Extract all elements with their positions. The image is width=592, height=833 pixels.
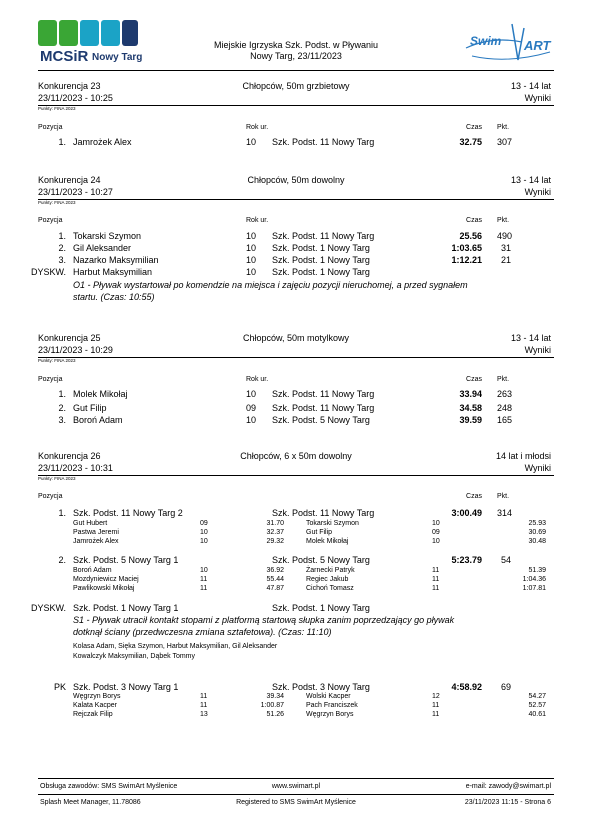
event-name: Konkurencja 25 — [38, 333, 101, 343]
event-results-label: Wyniki — [524, 187, 551, 197]
table-row-disqualified — [0, 267, 592, 278]
leg-year: 11 — [200, 585, 208, 592]
relay-team-row-disqualified — [0, 603, 592, 614]
row-points: 307 — [497, 137, 513, 147]
row-swimmer: Nazarko Maksymilian — [73, 255, 159, 265]
row-points: 314 — [497, 508, 513, 518]
row-position: 1. — [58, 137, 66, 147]
row-position: 3. — [58, 415, 66, 425]
leg-year: 11 — [200, 576, 208, 583]
row-position: 2. — [58, 243, 66, 253]
row-time: 33.94 — [459, 389, 482, 399]
row-year: 10 — [246, 231, 257, 241]
leg-time: 1:07.81 — [522, 585, 546, 592]
table-row — [0, 389, 592, 400]
event-divider — [38, 475, 554, 476]
leg-year: 11 — [432, 585, 440, 592]
event-age: 13 - 14 lat — [510, 333, 551, 343]
leg-year: 09 — [432, 529, 440, 536]
relay-team: Szk. Podst. 3 Nowy Targ 1 — [73, 682, 179, 692]
disqualified-swimmers: Kolasa Adam, Sięka Szymon, Harbut Maksymilian, Gil Aleksander — [73, 643, 278, 650]
row-club: Szk. Podst. 5 Nowy Targ — [272, 415, 370, 425]
row-year: 10 — [246, 243, 257, 253]
leg-year: 11 — [200, 693, 208, 700]
leg-year: 11 — [432, 567, 440, 574]
table-row — [0, 231, 592, 242]
event-divider — [38, 199, 554, 200]
leg-time: 55.44 — [266, 576, 284, 583]
row-position: 3. — [58, 255, 66, 265]
footer-divider-2 — [38, 794, 554, 795]
leg-swimmer: Jamrożek Alex — [73, 538, 119, 545]
leg-time: 40.61 — [528, 711, 546, 718]
event-name: Konkurencja 23 — [38, 81, 101, 91]
row-time: 25.56 — [459, 231, 482, 241]
footer-website[interactable]: www.swimart.pl — [271, 783, 321, 790]
leg-year: 11 — [432, 702, 440, 709]
event-datetime: 23/11/2023 - 10:29 — [38, 345, 113, 355]
leg-swimmer: Gut Filip — [306, 529, 333, 536]
mcsir-logo — [38, 20, 148, 68]
footer-email[interactable]: e-mail: zawody@swimart.pl — [465, 783, 551, 790]
row-points: 21 — [501, 255, 512, 265]
row-year: 10 — [246, 415, 257, 425]
event-title: Chłopców, 50m motylkowy — [242, 333, 350, 343]
leg-year: 10 — [200, 567, 208, 574]
row-year: 10 — [246, 389, 257, 399]
relay-team: Szk. Podst. 11 Nowy Targ 2 — [73, 508, 183, 518]
leg-time: 1:00.87 — [260, 702, 284, 709]
row-club: Szk. Podst. 1 Nowy Targ — [272, 267, 370, 277]
row-time: 4:58.92 — [451, 682, 482, 692]
leg-year: 13 — [200, 711, 208, 718]
row-club: Szk. Podst. 11 Nowy Targ — [272, 137, 375, 147]
leg-swimmer: Węgrzyn Borys — [306, 711, 354, 718]
footer-divider — [38, 778, 554, 779]
leg-swimmer: Żarnecki Patryk — [306, 567, 355, 574]
col-rok: Rok ur. — [246, 124, 269, 131]
disqualification-note: S1 - Pływak utracił kontakt stopami z platformą startową słupka zanim poprzedzający go pływak — [73, 615, 455, 625]
leg-time: 51.26 — [266, 711, 284, 718]
leg-swimmer: Wolski Kacper — [306, 693, 351, 700]
leg-year: 10 — [432, 538, 440, 545]
event-divider — [38, 105, 554, 106]
col-rok: Rok ur. — [246, 376, 269, 383]
table-row — [0, 415, 592, 426]
leg-swimmer: Regiec Jakub — [306, 576, 349, 583]
event-title: Chłopców, 6 x 50m dowolny — [240, 451, 352, 461]
leg-year: 12 — [432, 693, 440, 700]
mcsir-logo-sub: Nowy Targ — [92, 52, 143, 63]
row-time: 1:03.65 — [451, 243, 482, 253]
row-time: 1:12.21 — [451, 255, 482, 265]
footer-page-info: 23/11/2023 11:15 - Strona 6 — [464, 799, 551, 806]
meet-subtitle: Nowy Targ, 23/11/2023 — [250, 51, 342, 61]
leg-time: 25.93 — [528, 520, 546, 527]
leg-time: 51.39 — [528, 567, 546, 574]
points-note: Punkty: FINA 2023 — [38, 200, 76, 205]
relay-swimmers — [0, 567, 592, 597]
row-club: Szk. Podst. 11 Nowy Targ — [272, 403, 375, 413]
row-swimmer: Jamrożek Alex — [73, 137, 132, 147]
footer-registered: Registered to SMS SwimArt Myślenice — [236, 799, 356, 806]
leg-time: 30.69 — [528, 529, 546, 536]
relay-swimmers — [0, 520, 592, 550]
leg-swimmer: Pawlikowski Mikołaj — [73, 585, 135, 592]
row-points: 54 — [501, 555, 512, 565]
event-name: Konkurencja 26 — [38, 451, 101, 461]
col-czas: Czas — [466, 376, 482, 383]
row-position: DYSKW. — [30, 267, 66, 277]
row-swimmer: Boroń Adam — [73, 415, 123, 425]
relay-team-row — [0, 508, 592, 519]
disqualified-swimmers-cont: Kowalczyk Maksymilian, Dąbek Tommy — [73, 653, 196, 660]
leg-time: 31.70 — [266, 520, 284, 527]
col-czas: Czas — [466, 493, 482, 500]
row-time: 34.58 — [459, 403, 482, 413]
leg-swimmer: Węgrzyn Borys — [73, 693, 121, 700]
relay-team-row — [0, 555, 592, 566]
relay-team: Szk. Podst. 5 Nowy Targ 1 — [73, 555, 179, 565]
row-club: Szk. Podst. 11 Nowy Targ — [272, 508, 375, 518]
row-club: Szk. Podst. 11 Nowy Targ — [272, 389, 375, 399]
table-row — [0, 255, 592, 266]
header-divider — [38, 70, 554, 71]
event-results-label: Wyniki — [524, 93, 551, 103]
row-points: 490 — [497, 231, 513, 241]
disqualification-note-cont: startu. (Czas: 10:55) — [73, 292, 155, 302]
row-points: 165 — [497, 415, 513, 425]
leg-time: 54.27 — [528, 693, 546, 700]
leg-swimmer: Rejczak Filip — [73, 711, 113, 718]
table-row — [0, 137, 592, 148]
event-age: 13 - 14 lat — [510, 81, 551, 91]
row-time: 39.59 — [459, 415, 482, 425]
logo-tiles — [38, 20, 138, 46]
row-club: Szk. Podst. 11 Nowy Targ — [272, 231, 375, 241]
col-czas: Czas — [466, 124, 482, 131]
leg-time: 32.37 — [266, 529, 284, 536]
row-year: 10 — [246, 137, 257, 147]
leg-year: 11 — [432, 576, 440, 583]
row-position: DYSKW. — [30, 603, 66, 613]
leg-time: 30.48 — [528, 538, 546, 545]
leg-swimmer: Kalata Kacper — [73, 702, 117, 709]
row-year: 10 — [246, 255, 257, 265]
leg-swimmer: Mozdyniewicz Maciej — [73, 576, 139, 583]
col-pozycja: Pozycja — [38, 493, 63, 500]
row-club: Szk. Podst. 1 Nowy Targ — [272, 243, 370, 253]
leg-time: 39.34 — [266, 693, 284, 700]
event-datetime: 23/11/2023 - 10:31 — [38, 463, 113, 473]
event-title: Chłopców, 50m grzbietowy — [242, 81, 350, 91]
row-points: 248 — [497, 403, 513, 413]
leg-swimmer: Tokarski Szymon — [306, 520, 359, 527]
points-note: Punkty: FINA 2023 — [38, 358, 76, 363]
leg-swimmer: Molek Mikołaj — [306, 538, 349, 545]
row-position: 1. — [58, 231, 66, 241]
row-club: Szk. Podst. 1 Nowy Targ — [272, 255, 370, 265]
swimart-logo-art: ART — [524, 38, 551, 53]
row-points: 31 — [501, 243, 512, 253]
event-results-label: Wyniki — [524, 463, 551, 473]
leg-swimmer: Cichoń Tomasz — [306, 585, 354, 592]
leg-year: 09 — [200, 520, 208, 527]
event-datetime: 23/11/2023 - 10:25 — [38, 93, 113, 103]
disqualification-note: O1 - Pływak wystartował po komendzie na miejsca i zajęciu pozycji nieruchomej, a przed sygnałem — [73, 280, 468, 290]
row-position: 2. — [58, 403, 66, 413]
row-swimmer: Gil Aleksander — [73, 243, 132, 253]
meet-title: Miejskie Igrzyska Szk. Podst. w Pływaniu — [213, 40, 379, 50]
row-swimmer: Tokarski Szymon — [73, 231, 142, 241]
row-club: Szk. Podst. 1 Nowy Targ — [272, 603, 370, 613]
row-time: 3:00.49 — [451, 508, 482, 518]
event-name: Konkurencja 24 — [38, 175, 101, 185]
col-pozycja: Pozycja — [38, 217, 63, 224]
col-pozycja: Pozycja — [38, 376, 63, 383]
leg-time: 1:04.36 — [522, 576, 546, 583]
row-position: PK — [53, 682, 66, 692]
row-position: 1. — [58, 508, 66, 518]
col-pozycja: Pozycja — [38, 124, 63, 131]
row-swimmer: Harbut Maksymilian — [73, 267, 153, 277]
footer-software: Splash Meet Manager, 11.78086 — [40, 799, 141, 806]
col-czas: Czas — [466, 217, 482, 224]
table-row — [0, 243, 592, 254]
relay-swimmers — [0, 693, 592, 723]
leg-time: 47.87 — [266, 585, 284, 592]
col-pkt: Pkt. — [497, 376, 510, 383]
leg-year: 10 — [200, 529, 208, 536]
col-pkt: Pkt. — [497, 493, 510, 500]
leg-time: 52.57 — [528, 702, 546, 709]
leg-year: 10 — [200, 538, 208, 545]
swimart-logo — [462, 18, 554, 66]
leg-year: 11 — [432, 711, 440, 718]
row-time: 5:23.79 — [451, 555, 482, 565]
col-pkt: Pkt. — [497, 124, 510, 131]
relay-team-row-pk — [0, 682, 592, 693]
row-swimmer: Gut Filip — [73, 403, 107, 413]
leg-swimmer: Gut Hubert — [73, 520, 108, 527]
event-age: 14 lat i młodsi — [495, 451, 551, 461]
leg-year: 11 — [200, 702, 208, 709]
row-club: Szk. Podst. 3 Nowy Targ — [272, 682, 370, 692]
row-points: 69 — [501, 682, 512, 692]
event-datetime: 23/11/2023 - 10:27 — [38, 187, 113, 197]
row-time: 32.75 — [459, 137, 482, 147]
event-divider — [38, 357, 554, 358]
col-pkt: Pkt. — [497, 217, 510, 224]
row-club: Szk. Podst. 5 Nowy Targ — [272, 555, 370, 565]
leg-time: 36.92 — [266, 567, 284, 574]
row-position: 1. — [58, 389, 66, 399]
row-swimmer: Molek Mikołaj — [73, 389, 128, 399]
mcsir-logo-text: MCSiR — [40, 48, 89, 65]
leg-swimmer: Pastwa Jeremi — [73, 529, 119, 536]
leg-swimmer: Pach Franciszek — [306, 702, 358, 709]
col-rok: Rok ur. — [246, 217, 269, 224]
row-position: 2. — [58, 555, 66, 565]
row-points: 263 — [497, 389, 513, 399]
relay-team: Szk. Podst. 1 Nowy Targ 1 — [73, 603, 179, 613]
disqualification-note-cont: dotknął ściany (przedwczesna zmiana sztafetowa). (Czas: 11:10) — [73, 627, 332, 637]
points-note: Punkty: FINA 2023 — [38, 476, 76, 481]
event-results-label: Wyniki — [524, 345, 551, 355]
footer-service: Obsługa zawodów: SMS SwimArt Myślenice — [40, 783, 178, 790]
event-title: Chłopców, 50m dowolny — [247, 175, 345, 185]
event-age: 13 - 14 lat — [510, 175, 551, 185]
leg-year: 10 — [432, 520, 440, 527]
leg-swimmer: Boroń Adam — [73, 567, 112, 574]
row-year: 10 — [246, 267, 257, 277]
row-year: 09 — [246, 403, 257, 413]
table-row — [0, 403, 592, 414]
points-note: Punkty: FINA 2023 — [38, 106, 76, 111]
swimart-logo-text: Swim — [470, 34, 502, 48]
leg-time: 29.32 — [266, 538, 284, 545]
